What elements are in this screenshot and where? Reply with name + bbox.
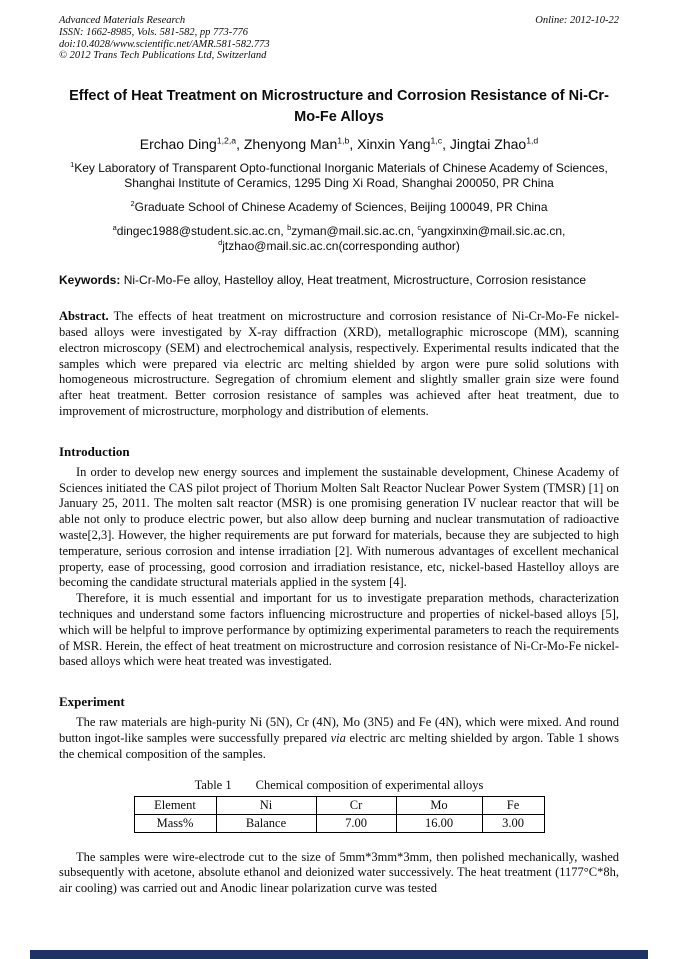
author: [244, 136, 357, 152]
intro-paragraph-2: Therefore, it is much essential and important for us to investigate preparation methods, characterization techniques and understand some factors influencing microstructure and properties of nickel-based alloys [5], which will be helpful to improve performance by optimizing experimental parameters to reach the requirements of MSR. Herein, the effect of heat treatment on microstructure and corrosion resistance of Ni-Cr-Mo-Fe nickel-based alloys which were heat treated was investigated.: [59, 591, 619, 669]
email-sup: d: [218, 238, 223, 248]
author: [450, 136, 538, 152]
table1-header-row: [134, 796, 544, 814]
journal-header-row: [59, 15, 619, 27]
table1-cell: 7.00: [316, 814, 396, 832]
experiment-paragraph-2: The samples were wire-electrode cut to the size of 5mm*3mm*3mm, then polished mechanically, washed subsequently with acetone, absolute ethanol and deionized water successively. The heat treatment (1177°C*8h, air cooling) was carried out and Anodic linear polarization curve was tested: [59, 849, 619, 896]
author-name: Xinxin Yang: [357, 136, 431, 153]
keywords-label: Keywords:: [59, 273, 121, 288]
author-name: Jingtai Zhao: [449, 136, 527, 153]
table1-header-cell: Element: [134, 796, 216, 814]
email-text: zyman@mail.sic.ac.cn,: [291, 224, 418, 239]
email-item: [287, 224, 417, 238]
author-name: Erchao Ding: [139, 136, 217, 153]
table1-cell: Balance: [216, 814, 316, 832]
email-sup: c: [417, 223, 422, 233]
affiliation-sup: 2: [130, 199, 135, 209]
table1-caption-label: Table 1: [194, 777, 232, 792]
author-separator: ,: [442, 136, 450, 153]
experiment-paragraph-1-text: electric arc melting shielded by argon. Table 1 shows the chemical composition of the samples.: [59, 730, 620, 761]
author-name: Zhenyong Man: [243, 136, 338, 153]
affiliation-2: [69, 200, 609, 215]
intro-paragraph-1: In order to develop new energy sources and implement the sustainable development, Chinese Academy of Sciences initiated the CAS pilot project of Thorium Molten Salt Reactor Nuclear Power System (TMSR) [1] on January 25, 2011. The molten salt reactor (MSR) is one promising generation IV nuclear reactor that will be able not only to produce electric power, but also allow deep burning and nuclear transmutation of radioactive waste[2,3]. However, the higher requirements are put forward for materials, because they are subjected to high temperature, serious corrosion and intense irradiation [2]. With numerous advantages of excellent mechanical property, ease of processing, good corrosion and irradiation resistance, etc, nickel-based Hastelloy alloys are becoming the candidate structural materials applied in the system [4].: [59, 464, 619, 590]
email-item: [113, 224, 287, 238]
author: [140, 136, 244, 152]
author-separator: ,: [236, 136, 244, 153]
email-text: jtzhao@mail.sic.ac.cn(corresponding author): [222, 239, 460, 254]
email-item: [417, 224, 565, 238]
paper-title: Effect of Heat Treatment on Microstructure and Corrosion Resistance of Ni-Cr-Mo-Fe Alloys: [69, 88, 609, 126]
author: [357, 136, 450, 152]
doi-line: doi:10.4028/www.scientific.net/AMR.581-582.773: [59, 38, 270, 50]
table1-caption-text: Chemical composition of experimental alloys: [255, 777, 484, 792]
email-text: dingec1988@student.sic.ac.cn,: [116, 224, 288, 239]
affiliation-sup: 1: [70, 160, 75, 170]
author-list: [59, 136, 619, 152]
abstract-paragraph: [59, 309, 619, 420]
table1-header-cell: Ni: [216, 796, 316, 814]
experiment-paragraph-1: [59, 715, 619, 762]
abstract-label: Abstract.: [59, 309, 109, 324]
affiliation-1: [69, 161, 609, 191]
keywords-line: [59, 273, 619, 288]
author-sup: 1,d: [526, 135, 539, 146]
table1-header-cell: Mo: [396, 796, 482, 814]
email-sup: a: [112, 223, 117, 233]
copyright-line: © 2012 Trans Tech Publications Ltd, Switzerland: [59, 50, 267, 62]
journal-name: Advanced Materials Research: [59, 15, 186, 26]
table1: [134, 796, 545, 833]
email-item: [218, 239, 460, 253]
online-date: Online: 2012-10-22: [535, 15, 619, 26]
author-sup: 1,c: [430, 135, 443, 146]
via-italic: via: [330, 730, 346, 745]
table1-cell: 3.00: [482, 814, 544, 832]
table1-header-cell: Fe: [482, 796, 544, 814]
table1-data-row: [134, 814, 544, 832]
table1-cell: 16.00: [396, 814, 482, 832]
abstract-text: The effects of heat treatment on microstructure and corrosion resistance of Ni-Cr-Mo-Fe nickel-based alloys were investigated by X-ray diffraction (XRD), metallographic microscope (MM), scanning electron microscopy (SEM) and electrochemical analysis, respectively. Experimental results indicated that the samples which were prepared via electric arc melting shielded by argon were pure solid solutions with homogeneous microstructure. Segregation of chromium element and slightly smaller grain size were found after heat treatment. Better corrosion resistance of samples was achieved after heat treatment, due to improvement of microstructure, morphology and distribution of elements.: [59, 309, 619, 418]
author-sup: 1,2,a: [216, 135, 237, 146]
table1-header-cell: Cr: [316, 796, 396, 814]
issn-line: ISSN: 1662-8985, Vols. 581-582, pp 773-776: [59, 26, 248, 38]
footer-bar: [30, 950, 648, 959]
email-text: yangxinxin@mail.sic.ac.cn,: [421, 224, 566, 239]
journal-header: [59, 15, 619, 62]
affiliation-text: Key Laboratory of Transparent Opto-functional Inorganic Materials of Chinese Academy of Sciences, Shanghai Institute of Ceramics, 1295 Ding Xi Road, Shanghai 200050, PR China: [74, 161, 608, 191]
author-separator: ,: [349, 136, 358, 153]
experiment-paragraph-1-text: The raw materials are high-purity Ni (5N), Cr (4N), Mo (3N5) and Fe (4N), which were mixed. And round button ingot-like samples were successfully prepared: [59, 715, 619, 745]
table1-cell: Mass%: [134, 814, 216, 832]
author-sup: 1,b: [337, 135, 350, 146]
section-heading-experiment: Experiment: [59, 694, 125, 710]
table1-caption: [59, 778, 619, 793]
keywords-text: Ni-Cr-Mo-Fe alloy, Hastelloy alloy, Heat treatment, Microstructure, Corrosion resistance: [120, 273, 587, 288]
affiliation-text: Graduate School of Chinese Academy of Sciences, Beijing 100049, PR China: [134, 200, 548, 215]
email-sup: b: [287, 223, 292, 233]
email-list: [89, 224, 589, 254]
section-heading-introduction: Introduction: [59, 443, 130, 459]
